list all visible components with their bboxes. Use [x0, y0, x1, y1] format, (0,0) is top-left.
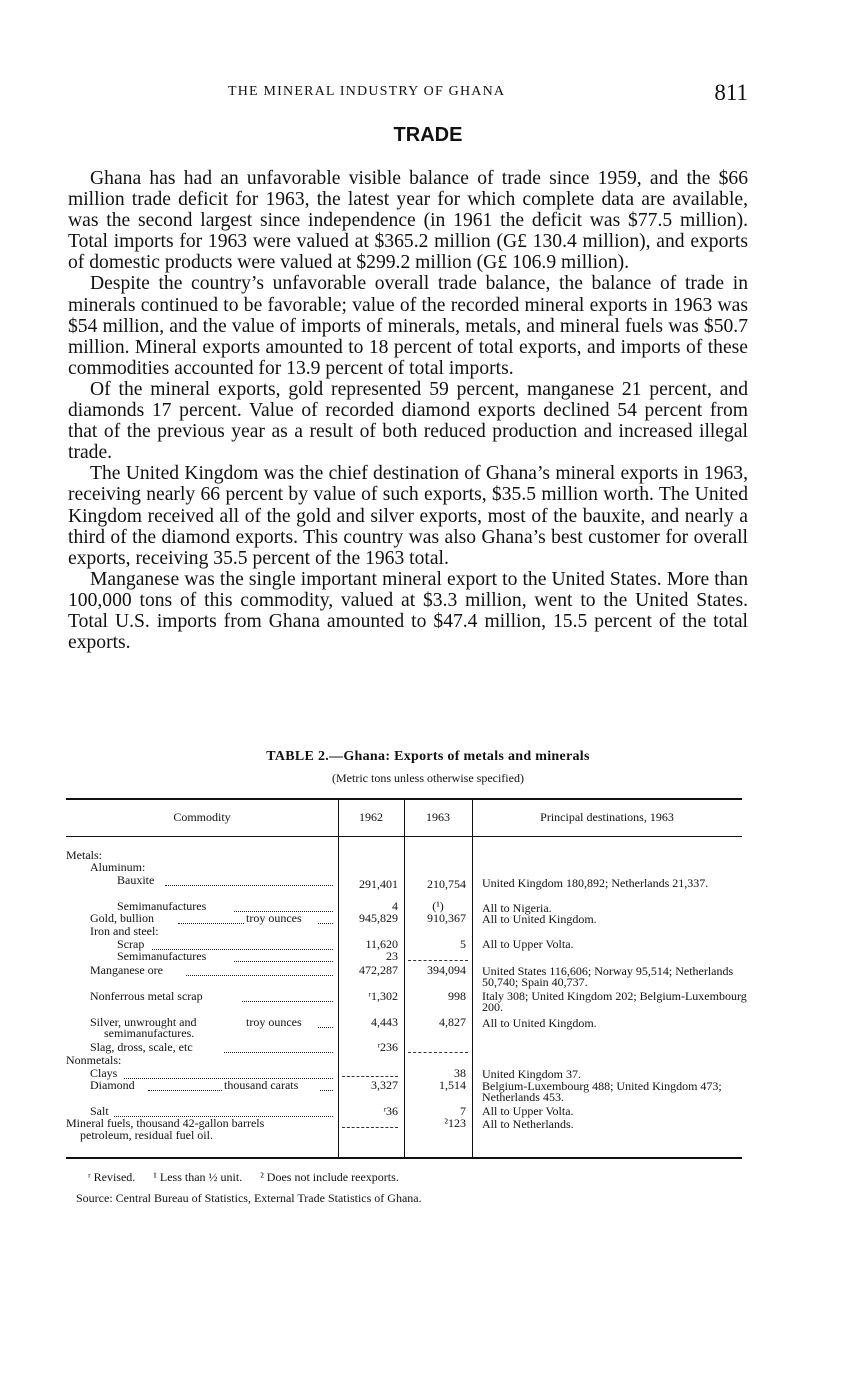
- leader-dots: [234, 961, 333, 962]
- table-cell-destination: All to United Kingdom.: [482, 912, 597, 926]
- table-row-label: Manganese ore: [90, 963, 163, 977]
- table-cell-1963: 210,754: [427, 877, 466, 891]
- section-heading: TRADE: [393, 124, 463, 146]
- table-cell-1962: 945,829: [359, 911, 398, 925]
- column-header-1962: 1962: [359, 810, 383, 824]
- table-source: Source: Central Bureau of Statistics, External Trade Statistics of Ghana.: [76, 1191, 422, 1205]
- leader-dots: [242, 1001, 333, 1002]
- table-row-label: Nonferrous metal scrap: [90, 989, 203, 1003]
- column-divider: [472, 799, 473, 1157]
- table-cell-1962: 11,620: [365, 937, 398, 951]
- table-cell-destination: All to Upper Volta.: [482, 937, 574, 951]
- table-cell-destination: United Kingdom 180,892; Netherlands 21,337.: [482, 876, 709, 890]
- table-cell-1963: 4,827: [439, 1015, 466, 1029]
- leader-dots: [224, 1052, 333, 1053]
- column-header-1963: 1963: [426, 810, 450, 824]
- table-cell-1963: 7: [460, 1104, 466, 1118]
- table-cell-destination: Belgium-Luxembourg 488; United Kingdom 473; Netherlands 453.: [482, 1079, 722, 1104]
- table-subtitle: (Metric tons unless otherwise specified): [332, 771, 524, 785]
- paragraph: Manganese was the single important mineral export to the United States. More than 100,000 tons of this commodity, valued at $3.3 million, went to the United States. Total U.S. imports from Ghana amounted to $47.4 million, 15.5 percent of the total exports.: [68, 568, 748, 654]
- running-title: THE MINERAL INDUSTRY OF GHANA: [228, 84, 506, 99]
- table-cell-1962: 4: [392, 899, 398, 913]
- leader-dots: [320, 1090, 333, 1091]
- table-row-label: Silver, unwrought and: [90, 1015, 197, 1029]
- body-text: [68, 168, 748, 653]
- leader-dots: [318, 1027, 333, 1028]
- table-row-label-continued: petroleum, residual fuel oil.: [80, 1128, 213, 1142]
- table-bottom-rule: [66, 1157, 742, 1159]
- no-data-dashes: [342, 1076, 398, 1077]
- table-cell-1963: 910,367: [427, 911, 466, 925]
- table-row-label: Gold, bullion: [90, 911, 155, 925]
- table-cell-1963: 394,094: [427, 963, 466, 977]
- table-row-unit: troy ounces: [246, 1015, 302, 1029]
- leader-dots: [165, 885, 333, 886]
- leader-dots: [178, 923, 244, 924]
- leader-dots: [148, 1090, 222, 1091]
- footnote-2: ² Does not include reexports.: [260, 1170, 399, 1184]
- table-cell-destination: United Kingdom 37.: [482, 1067, 581, 1081]
- running-head: [68, 80, 748, 110]
- table-cell-destination: All to Nigeria.: [482, 901, 552, 915]
- table-category-label: Nonmetals:: [66, 1053, 122, 1067]
- table-cell-1962: ʳ1,302: [368, 989, 398, 1003]
- paragraph: Despite the country’s unfavorable overall trade balance, the balance of trade in minerals continued to be favorable; value of the recorded mineral exports in 1963 was $54 million, and the value of imports of minerals, metals, and mineral fuels was $50.7 million. Mineral exports amounted to 18 percent of total exports, and imports of these commodities accounted for 13.9 percent of total imports.: [68, 273, 748, 379]
- table-row-unit: troy ounces: [246, 911, 302, 925]
- table-row-label: Slag, dross, scale, etc: [90, 1040, 193, 1054]
- table-footnotes: [88, 1170, 399, 1185]
- leader-dots: [318, 923, 333, 924]
- table-cell-1962: 472,287: [359, 963, 398, 977]
- table-cell-1962: 23: [386, 949, 398, 963]
- table-subcategory-label: Iron and steel:: [90, 924, 159, 938]
- table-category-label: Metals:: [66, 848, 102, 862]
- table-cell-1962: 291,401: [359, 877, 398, 891]
- table-cell-1963: 1,514: [439, 1078, 466, 1092]
- no-data-dashes: [408, 960, 468, 961]
- table-subcategory-label: Aluminum:: [90, 860, 146, 874]
- page-number: 811: [714, 80, 748, 105]
- table-row-label: Mineral fuels, thousand 42-gallon barrels: [66, 1116, 265, 1130]
- table-cell-1963: 5: [460, 937, 466, 951]
- paragraph: Of the mineral exports, gold represented 59 percent, manganese 21 percent, and diamonds 17 percent. Value of recorded diamond exports declined 54 percent from that of the previous year as a result of both reduced production and increased illegal trade.: [68, 378, 748, 464]
- table-title: TABLE 2.—Ghana: Exports of metals and minerals: [266, 749, 590, 764]
- column-divider: [338, 799, 339, 1157]
- column-header-destinations: Principal destinations, 1963: [540, 810, 674, 824]
- column-divider: [404, 799, 405, 1157]
- leader-dots: [186, 975, 333, 976]
- table-row-label: Diamond: [90, 1078, 135, 1092]
- table-cell-1962: ʳ236: [377, 1040, 398, 1054]
- table-row-label: Clays: [90, 1066, 118, 1080]
- table-row-label: Scrap: [117, 937, 145, 951]
- table-row-unit: thousand carats: [224, 1078, 299, 1092]
- no-data-dashes: [408, 1052, 468, 1053]
- table-cell-1962: 3,327: [371, 1078, 398, 1092]
- table-row-label: Semimanufactures: [117, 899, 207, 913]
- paragraph: Ghana has had an unfavorable visible balance of trade since 1959, and the $66 million trade deficit for 1963, the latest year for which complete data are available, was the second largest since independence (in 1961 the deficit was $77.5 million). Total imports for 1963 were valued at $365.2 million (G£ 130.4 million), and exports of domestic products were valued at $299.2 million (G£ 106.9 million).: [68, 168, 748, 274]
- table-row-label-continued: semimanufactures.: [104, 1026, 195, 1040]
- table-cell-destination: United States 116,606; Norway 95,514; Netherlands 50,740; Spain 40,737.: [482, 964, 734, 989]
- table-cell-1963: ²123: [444, 1116, 466, 1130]
- table-cell-destination: Italy 308; United Kingdom 202; Belgium-Luxembourg 200.: [482, 989, 747, 1014]
- column-header-commodity: Commodity: [173, 810, 231, 824]
- table-row-label: Bauxite: [117, 873, 155, 887]
- table-cell-1962: ʳ36: [383, 1104, 398, 1118]
- table-cell-destination: All to Upper Volta.: [482, 1104, 574, 1118]
- footnote-1: ¹ Less than ½ unit.: [153, 1170, 243, 1184]
- table-cell-1963: 998: [448, 989, 466, 1003]
- table-cell-1963: (¹): [432, 899, 444, 913]
- table-cell-1962: 4,443: [371, 1015, 398, 1029]
- table-row-label: Semimanufactures: [117, 949, 207, 963]
- table-row-label: Salt: [90, 1104, 109, 1118]
- table-cell-destination: All to Netherlands.: [482, 1117, 574, 1131]
- footnote-revised: ʳ Revised.: [88, 1170, 136, 1184]
- no-data-dashes: [342, 1127, 398, 1128]
- table-cell-destination: All to United Kingdom.: [482, 1016, 597, 1030]
- table-cell-1963: 38: [454, 1066, 466, 1080]
- paragraph: The United Kingdom was the chief destination of Ghana’s mineral exports in 1963, receiving nearly 66 percent by value of such exports, $35.5 million worth. The United Kingdom received all of the gold and silver exports, most of the bauxite, and nearly a third of the diamond exports. This country was also Ghana’s best customer for overall exports, receiving 35.5 percent of the 1963 total.: [68, 463, 748, 569]
